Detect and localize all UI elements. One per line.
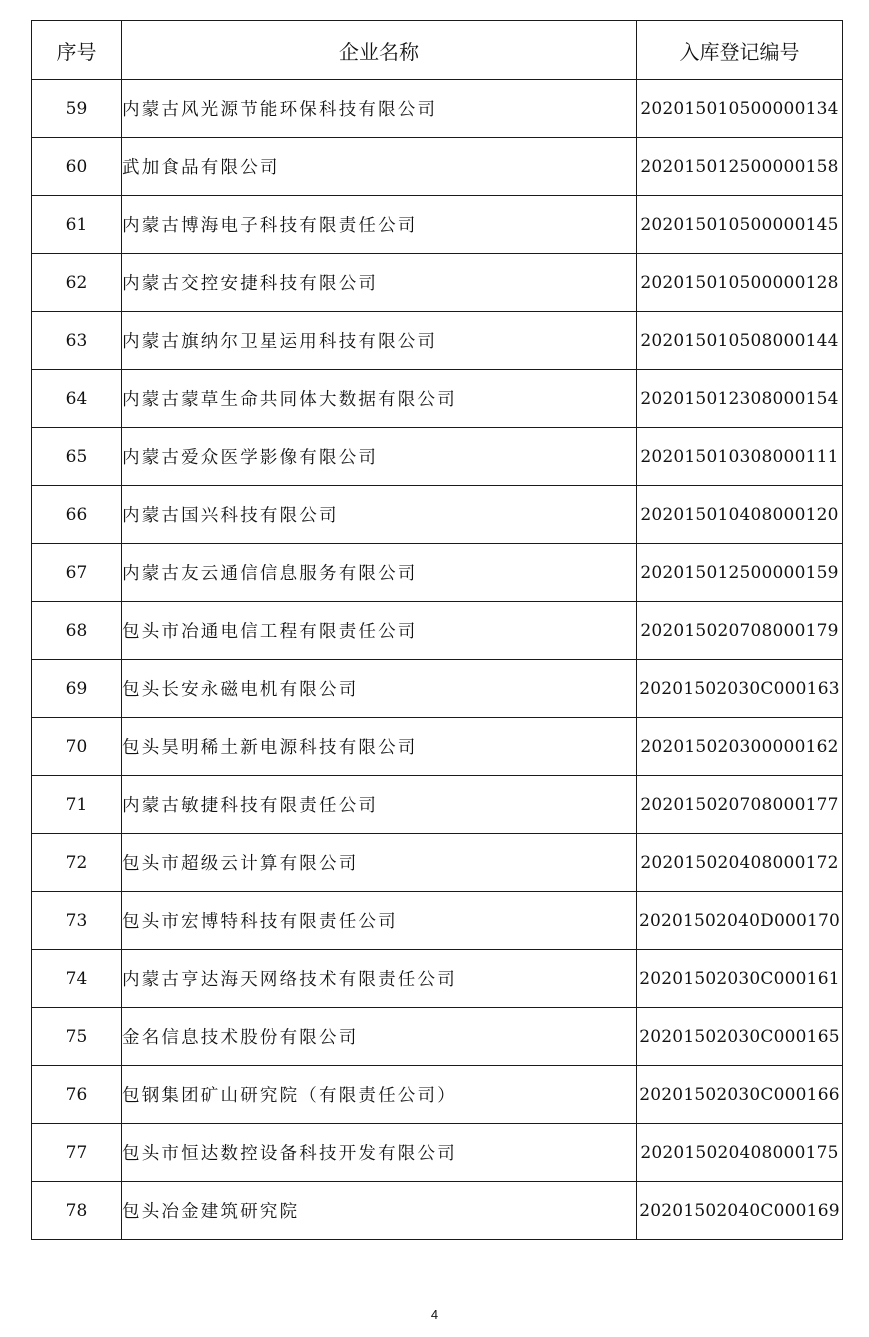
cell-serial-number: 77 <box>32 1124 122 1182</box>
table-row <box>32 776 843 834</box>
cell-enterprise-name: 包头冶金建筑研究院 <box>122 1182 637 1240</box>
cell-registration-number: 202015020708000177 <box>637 776 843 834</box>
cell-enterprise-name: 包头市恒达数控设备科技开发有限公司 <box>122 1124 637 1182</box>
cell-serial-number: 63 <box>32 312 122 370</box>
cell-enterprise-name: 内蒙古爱众医学影像有限公司 <box>122 428 637 486</box>
cell-serial-number: 68 <box>32 602 122 660</box>
cell-enterprise-name: 内蒙古风光源节能环保科技有限公司 <box>122 80 637 138</box>
cell-enterprise-name: 内蒙古国兴科技有限公司 <box>122 486 637 544</box>
table-row <box>32 312 843 370</box>
table-row <box>32 1182 843 1240</box>
cell-serial-number: 74 <box>32 950 122 1008</box>
cell-registration-number: 202015020708000179 <box>637 602 843 660</box>
cell-registration-number: 202015010500000134 <box>637 80 843 138</box>
cell-enterprise-name: 包钢集团矿山研究院（有限责任公司） <box>122 1066 637 1124</box>
table-row <box>32 718 843 776</box>
cell-registration-number: 20201502040D000170 <box>637 892 843 950</box>
cell-registration-number: 20201502030C000161 <box>637 950 843 1008</box>
cell-registration-number: 202015010408000120 <box>637 486 843 544</box>
cell-serial-number: 67 <box>32 544 122 602</box>
cell-registration-number: 202015010500000145 <box>637 196 843 254</box>
table-row <box>32 660 843 718</box>
cell-registration-number: 20201502040C000169 <box>637 1182 843 1240</box>
header-serial-number: 序号 <box>32 21 122 80</box>
cell-serial-number: 59 <box>32 80 122 138</box>
table-row <box>32 80 843 138</box>
cell-serial-number: 62 <box>32 254 122 312</box>
cell-registration-number: 202015010508000144 <box>637 312 843 370</box>
cell-serial-number: 75 <box>32 1008 122 1066</box>
cell-serial-number: 71 <box>32 776 122 834</box>
cell-registration-number: 202015010308000111 <box>637 428 843 486</box>
table-row <box>32 138 843 196</box>
table-row <box>32 950 843 1008</box>
cell-enterprise-name: 内蒙古蒙草生命共同体大数据有限公司 <box>122 370 637 428</box>
cell-serial-number: 78 <box>32 1182 122 1240</box>
cell-registration-number: 202015010500000128 <box>637 254 843 312</box>
table-header-row <box>32 21 843 80</box>
cell-enterprise-name: 包头长安永磁电机有限公司 <box>122 660 637 718</box>
cell-enterprise-name: 包头昊明稀土新电源科技有限公司 <box>122 718 637 776</box>
cell-serial-number: 73 <box>32 892 122 950</box>
cell-serial-number: 72 <box>32 834 122 892</box>
enterprise-registry-table <box>31 20 843 1240</box>
cell-serial-number: 76 <box>32 1066 122 1124</box>
table-row <box>32 892 843 950</box>
cell-enterprise-name: 内蒙古旗纳尔卫星运用科技有限公司 <box>122 312 637 370</box>
cell-enterprise-name: 内蒙古博海电子科技有限责任公司 <box>122 196 637 254</box>
cell-serial-number: 64 <box>32 370 122 428</box>
cell-enterprise-name: 武加食品有限公司 <box>122 138 637 196</box>
cell-enterprise-name: 金名信息技术股份有限公司 <box>122 1008 637 1066</box>
cell-registration-number: 20201502030C000163 <box>637 660 843 718</box>
header-registration-number: 入库登记编号 <box>637 21 843 80</box>
cell-enterprise-name: 内蒙古交控安捷科技有限公司 <box>122 254 637 312</box>
table-row <box>32 1124 843 1182</box>
table-row <box>32 1008 843 1066</box>
cell-registration-number: 202015020408000172 <box>637 834 843 892</box>
table-row <box>32 428 843 486</box>
cell-serial-number: 69 <box>32 660 122 718</box>
cell-serial-number: 66 <box>32 486 122 544</box>
cell-enterprise-name: 包头市宏博特科技有限责任公司 <box>122 892 637 950</box>
cell-registration-number: 20201502030C000166 <box>637 1066 843 1124</box>
cell-enterprise-name: 内蒙古敏捷科技有限责任公司 <box>122 776 637 834</box>
table-row <box>32 544 843 602</box>
cell-registration-number: 202015012308000154 <box>637 370 843 428</box>
table-row <box>32 254 843 312</box>
table-row <box>32 1066 843 1124</box>
cell-serial-number: 60 <box>32 138 122 196</box>
cell-registration-number: 202015012500000159 <box>637 544 843 602</box>
table-row <box>32 486 843 544</box>
cell-serial-number: 70 <box>32 718 122 776</box>
cell-registration-number: 20201502030C000165 <box>637 1008 843 1066</box>
cell-enterprise-name: 内蒙古友云通信信息服务有限公司 <box>122 544 637 602</box>
cell-serial-number: 65 <box>32 428 122 486</box>
cell-enterprise-name: 包头市冶通电信工程有限责任公司 <box>122 602 637 660</box>
cell-registration-number: 202015020300000162 <box>637 718 843 776</box>
cell-serial-number: 61 <box>32 196 122 254</box>
table-row <box>32 602 843 660</box>
table-row <box>32 370 843 428</box>
cell-enterprise-name: 内蒙古亨达海天网络技术有限责任公司 <box>122 950 637 1008</box>
table-body <box>32 80 843 1240</box>
cell-registration-number: 202015012500000158 <box>637 138 843 196</box>
cell-registration-number: 202015020408000175 <box>637 1124 843 1182</box>
table-row <box>32 196 843 254</box>
header-enterprise-name: 企业名称 <box>122 21 637 80</box>
cell-enterprise-name: 包头市超级云计算有限公司 <box>122 834 637 892</box>
page-number: 4 <box>430 1307 439 1322</box>
table-row <box>32 834 843 892</box>
